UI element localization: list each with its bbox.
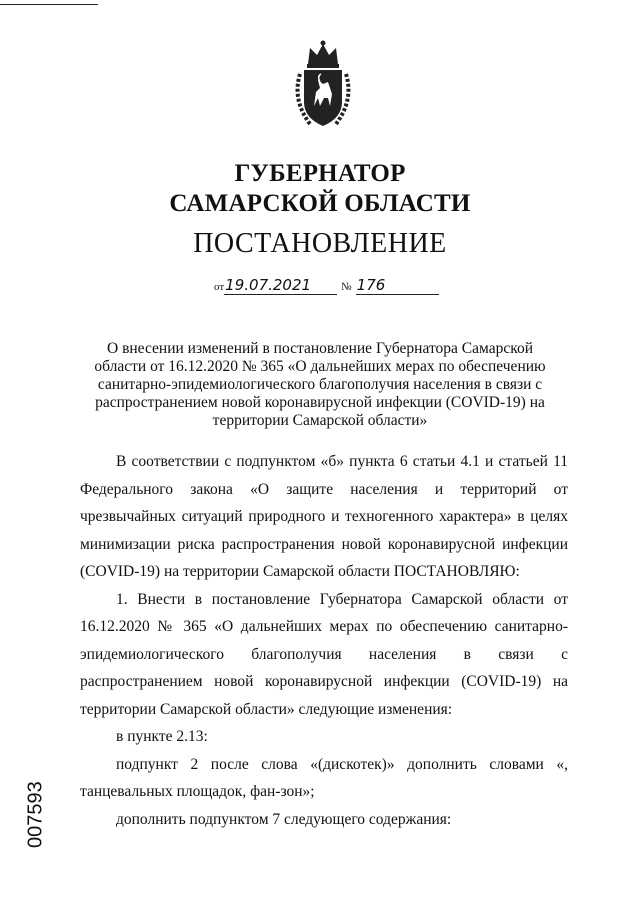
date-field: 19.07.2021 (224, 276, 337, 295)
number-field: 176 (356, 276, 439, 295)
corner-rule (0, 4, 98, 5)
title-governor: ГУБЕРНАТОР (234, 160, 406, 187)
paragraph: подпункт 2 после слова «(дискотек)» дополнить словами «, танцевальных площадок, фан-зон»; (80, 755, 568, 800)
number-label: № (341, 281, 352, 293)
paragraph: дополнить подпунктом 7 следующего содержания: (116, 810, 452, 828)
document-subject: О внесении изменений в постановление Губернатора Самарской области от 16.12.2020 № 365 «О дальнейших мерах по обеспечению санитарно-эпидемиологического благополучия населения в связи с распространением новой коронавирусной инфекции (COVID-19) на территории Самарской области» (94, 340, 546, 429)
paragraph: 1. Внести в постановление Губернатора Самарской области от 16.12.2020 № 365 «О дальнейших мерах по обеспечению санитарно-эпидемиологического благополучия населения в связи с распространением новой коронавирусной инфекции (COVID-19) на территории Самарской области» следующие изменения: (80, 590, 568, 718)
date-number-line (214, 276, 439, 295)
document-body (80, 448, 568, 833)
from-label: от (214, 281, 225, 293)
document-type: ПОСТАНОВЛЕНИЕ (193, 228, 447, 259)
serial-number-stamp: 007593 (24, 781, 47, 849)
title-region: САМАРСКОЙ ОБЛАСТИ (169, 190, 471, 217)
paragraph: В соответствии с подпунктом «б» пункта 6 статьи 4.1 и статьей 11 Федерального закона «О защите населения и территорий от чрезвычайных ситуаций природного и техногенного характера» в целях минимизации риска распространения новой коронавирусной инфекции (COVID-19) на территории Самарской области ПОСТАНОВЛЯЮ: (80, 453, 568, 580)
paragraph: в пункте 2.13: (116, 728, 208, 745)
coat-of-arms-icon (290, 40, 356, 130)
